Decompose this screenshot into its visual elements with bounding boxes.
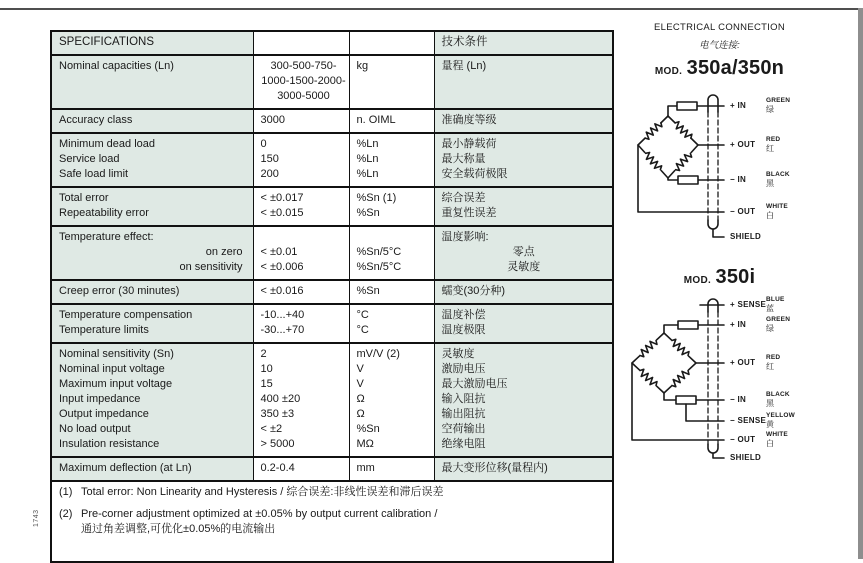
spec-row (51, 226, 613, 280)
wire-color-label (766, 171, 790, 189)
footnotes (59, 485, 606, 538)
spec-line: 350 ±3 (260, 408, 295, 420)
spec-cell-values (253, 187, 349, 226)
spec-line: %Sn (356, 285, 380, 297)
wire-color-label (766, 412, 795, 430)
spec-line: < ±0.015 (260, 207, 304, 219)
spec-line: Accuracy class (59, 114, 133, 126)
cable-sheath-dashed (708, 112, 718, 220)
model-prefix: MOD. (654, 66, 683, 77)
spec-line (261, 230, 343, 245)
spec-cell-values (253, 304, 349, 343)
wire-color-en: GREEN (766, 316, 791, 323)
spec-row (51, 55, 613, 109)
spec-line: Maximum input voltage (59, 378, 173, 390)
spec-line: Insulation resistance (59, 438, 160, 450)
spec-cell-labels (51, 133, 253, 187)
spec-line: 300-500-750- (270, 60, 337, 72)
spec-line: MΩ (356, 438, 374, 450)
terminal-label: + SENSE (730, 300, 767, 309)
wire-color-en: BLACK (766, 391, 790, 398)
spec-cell-zh (434, 343, 613, 457)
spec-line: %Sn/5°C (356, 246, 402, 258)
strain-gauge-icon (670, 368, 691, 388)
wiring-diagram-350a-350n (620, 90, 860, 254)
spec-line: < ±0.01 (260, 246, 298, 258)
spec-line: Ω (356, 408, 365, 420)
spec-line: Service load (59, 153, 120, 165)
spec-line: < ±2 (260, 423, 283, 435)
spec-line: %Sn/5°C (356, 261, 402, 273)
wire-color-label (766, 391, 790, 409)
spec-line: 绝缘电阻 (441, 438, 486, 450)
shield-lead (708, 444, 724, 458)
spec-line: on sensitivity (179, 261, 243, 273)
spec-cell-zh (434, 187, 613, 226)
spec-row (51, 133, 613, 187)
footnote (59, 507, 606, 538)
wire-color-en: WHITE (766, 203, 788, 210)
wire-color-zh: 白 (766, 211, 774, 220)
spec-cell-values (253, 280, 349, 304)
cable-loop-icon (708, 95, 718, 112)
spec-line: 最大称量 (441, 153, 486, 165)
spec-line: 输出阻抗 (441, 408, 486, 420)
wire-color-en: BLACK (766, 171, 790, 178)
terminal-label: − IN (730, 175, 747, 184)
bridge-arms (632, 333, 696, 393)
wire-color-zh: 黑 (766, 179, 774, 188)
spec-line: 0.2-0.4 (260, 462, 295, 474)
spec-cell-values (253, 343, 349, 457)
spec-line: 15 (260, 378, 273, 390)
spec-row (51, 304, 613, 343)
spec-cell-values (253, 55, 349, 109)
spec-line: 温度极限 (441, 324, 486, 336)
spec-line: Nominal sensitivity (Sn) (59, 348, 174, 360)
side-code: 1743 (33, 509, 40, 527)
spec-line: 蠕变(30分种) (441, 285, 506, 297)
strain-gauge-icon (638, 368, 659, 388)
spec-line: Nominal input voltage (59, 363, 165, 375)
spec-cell-units (349, 55, 434, 109)
spec-line: Repeatability error (59, 207, 149, 219)
spec-cell-labels (51, 457, 253, 481)
spec-cell-zh (434, 133, 613, 187)
wire-color-en: WHITE (766, 431, 788, 438)
spec-line: 150 (260, 153, 279, 165)
model-name: 350a/350n (686, 57, 785, 79)
spec-line: -10...+40 (260, 309, 305, 321)
spec-line: > 5000 (260, 438, 295, 450)
spec-row (51, 457, 613, 481)
wire-color-zh: 白 (766, 439, 774, 448)
spec-line: 量程 (Ln) (441, 60, 487, 72)
spec-cell-labels (51, 226, 253, 280)
wire-color-zh: 绿 (766, 105, 774, 114)
strain-gauge-icon (643, 120, 664, 140)
spec-header-zh: 技术条件 (434, 31, 613, 55)
spec-line (357, 230, 428, 245)
wire-color-zh: 蓝 (766, 304, 774, 313)
spec-line: %Ln (356, 168, 379, 180)
spec-cell-values (253, 457, 349, 481)
spec-line: < ±0.017 (260, 192, 304, 204)
spec-line: 温度影响: (441, 231, 489, 243)
spec-line: mV/V (2) (356, 348, 400, 360)
spec-cell-units (349, 280, 434, 304)
spec-line: n. OIML (356, 114, 396, 126)
spec-line: %Ln (356, 153, 379, 165)
spec-row (51, 280, 613, 304)
spec-line: V (356, 378, 364, 390)
resistor-icon (677, 102, 697, 110)
footnote-line: 通过角差调整,可优化±0.05%的电流输出 (81, 523, 276, 535)
spec-line: 最大变形位移(量程内) (441, 462, 548, 474)
strain-gauge-icon (643, 151, 663, 172)
wire-color-label (766, 296, 785, 314)
spec-line: 空荷输出 (441, 423, 486, 435)
spec-line: 200 (260, 168, 279, 180)
model-prefix: MOD. (683, 275, 712, 286)
bridge-circuit-diagram (620, 90, 860, 254)
spec-header-empty-2 (349, 31, 434, 55)
wire-color-zh: 红 (766, 144, 774, 153)
spec-header-en: SPECIFICATIONS (51, 31, 253, 55)
spec-line: %Sn (1) (356, 192, 397, 204)
strain-gauge-icon (673, 151, 693, 172)
spec-cell-zh (434, 109, 613, 133)
spec-line: Temperature limits (59, 324, 149, 336)
wire-color-en: YELLOW (766, 412, 796, 419)
spec-line: Output impedance (59, 408, 149, 420)
spec-line: 3000 (260, 114, 285, 126)
spec-line: 综合误差 (441, 192, 486, 204)
spec-line: 激励电压 (441, 363, 486, 375)
spec-cell-units (349, 343, 434, 457)
spec-line: 1000-1500-2000- (261, 75, 346, 87)
footnotes-cell (51, 481, 613, 562)
terminal-label: + IN (730, 320, 747, 329)
spec-line: Safe load limit (59, 168, 129, 180)
wire-color-en: RED (766, 354, 781, 361)
spec-cell-labels (51, 55, 253, 109)
spec-cell-units (349, 133, 434, 187)
model-name: 350i (715, 266, 756, 288)
footnote-line: Total error: Non Linearity and Hysteresis / 综合误差:非线性误差和滞后误差 (81, 486, 444, 498)
spec-row (51, 343, 613, 457)
strain-gauge-icon (638, 338, 659, 358)
page-edge-top-line (0, 8, 863, 10)
spec-line: Total error (59, 192, 109, 204)
spec-cell-units (349, 457, 434, 481)
wire-color-label (766, 431, 788, 449)
spec-line: < ±0.016 (260, 285, 304, 297)
spec-line: Ω (356, 393, 365, 405)
spec-cell-units (349, 226, 434, 280)
spec-line: -30...+70 (260, 324, 305, 336)
bridge-arms (638, 116, 698, 178)
spec-line: Nominal capacities (Ln) (59, 60, 174, 72)
spec-line: Creep error (30 minutes) (59, 285, 180, 297)
spec-line: 最小静载荷 (441, 138, 497, 150)
wire-color-label (766, 354, 780, 372)
spec-cell-zh (434, 280, 613, 304)
terminal-label: − IN (730, 395, 747, 404)
resistor-icon (678, 176, 698, 184)
spec-cell-values (253, 109, 349, 133)
spec-line: 温度补偿 (441, 309, 486, 321)
spec-line: 0 (260, 138, 267, 150)
spec-line: 准确度等级 (441, 114, 497, 126)
terminal-label: + IN (730, 101, 747, 110)
spec-line: Maximum deflection (at Ln) (59, 462, 192, 474)
spec-line: °C (356, 324, 369, 336)
spec-cell-zh (434, 304, 613, 343)
spec-cell-labels (51, 109, 253, 133)
spec-line: 400 ±20 (260, 393, 301, 405)
footnote (59, 485, 606, 501)
spec-header-row (51, 31, 613, 55)
resistor-icon (676, 396, 696, 404)
spec-cell-zh (434, 226, 613, 280)
spec-cell-values (253, 133, 349, 187)
wire-color-en: GREEN (766, 97, 791, 104)
terminal-label: + OUT (730, 358, 756, 367)
wire-color-zh: 黑 (766, 399, 774, 408)
spec-line: 输入阻抗 (441, 393, 486, 405)
spec-line: Input impedance (59, 393, 141, 405)
spec-line: 零点 (512, 246, 535, 258)
wire-color-label (766, 203, 788, 221)
spec-cell-units (349, 304, 434, 343)
footnote-number: (1) (59, 486, 73, 498)
spec-line: V (356, 363, 364, 375)
wire-color-zh: 黄 (766, 420, 774, 429)
wire-color-label (766, 136, 780, 154)
model-350i-title (617, 266, 822, 289)
specifications-table (50, 30, 614, 563)
spec-row (51, 109, 613, 133)
spec-line: Temperature compensation (59, 309, 193, 321)
cable-sheath-dashed (708, 312, 718, 444)
terminal-label: SHIELD (730, 453, 762, 462)
spec-line: 10 (260, 363, 273, 375)
spec-line: < ±0.006 (260, 261, 304, 273)
wire-color-zh: 绿 (766, 324, 774, 333)
bridge-circuit-diagram (620, 292, 860, 472)
spec-line: kg (356, 60, 369, 72)
spec-cell-units (349, 109, 434, 133)
terminal-label: − OUT (730, 207, 756, 216)
spec-cell-zh (434, 55, 613, 109)
spec-line: on zero (205, 246, 243, 258)
spec-line: 2 (260, 348, 267, 360)
shield-lead (708, 220, 724, 237)
spec-line: mm (356, 462, 375, 474)
electrical-connection-title-zh: 电气连接: (699, 40, 740, 51)
spec-row (51, 187, 613, 226)
spec-cell-labels (51, 343, 253, 457)
footnote-number: (2) (59, 507, 73, 520)
spec-line: %Ln (356, 138, 379, 150)
spec-line: No load output (59, 423, 131, 435)
spec-table-body (51, 55, 613, 481)
spec-line: 安全载荷极限 (441, 168, 508, 180)
strain-gauge-icon (673, 120, 694, 140)
terminal-label: − SENSE (730, 416, 767, 425)
wiring-diagram-350i (620, 292, 860, 472)
spec-cell-labels (51, 304, 253, 343)
spec-line: %Sn (356, 423, 380, 435)
wire-color-en: RED (766, 136, 781, 143)
spec-cell-labels (51, 187, 253, 226)
resistor-icon (678, 321, 698, 329)
spec-cell-labels (51, 280, 253, 304)
wire-color-zh: 红 (766, 362, 774, 371)
terminal-label: SHIELD (730, 232, 762, 241)
spec-line: 3000-5000 (277, 90, 330, 102)
footnote-line: Pre-corner adjustment optimized at ±0.05% by output current calibration / (81, 507, 438, 520)
wire-color-label (766, 97, 790, 115)
spec-line: 最大激励电压 (441, 378, 508, 390)
spec-line: Temperature effect: (59, 231, 154, 243)
spec-line: 灵敏度 (441, 348, 475, 360)
model-350a-350n-title (617, 57, 822, 80)
spec-line: 灵敏度 (507, 261, 541, 273)
wire-color-label (766, 316, 790, 334)
spec-line: Minimum dead load (59, 138, 155, 150)
terminal-label: − OUT (730, 435, 756, 444)
spec-header-empty-1 (253, 31, 349, 55)
spec-line: 重复性误差 (441, 207, 497, 219)
spec-cell-values (253, 226, 349, 280)
spec-line: °C (356, 309, 369, 321)
strain-gauge-icon (670, 338, 691, 358)
wire-color-en: BLUE (766, 296, 785, 303)
terminal-label: + OUT (730, 140, 756, 149)
spec-cell-zh (434, 457, 613, 481)
spec-line: %Sn (356, 207, 380, 219)
spec-cell-units (349, 187, 434, 226)
electrical-connection-title: ELECTRICAL CONNECTION (653, 22, 786, 33)
footnotes-row (51, 481, 613, 562)
